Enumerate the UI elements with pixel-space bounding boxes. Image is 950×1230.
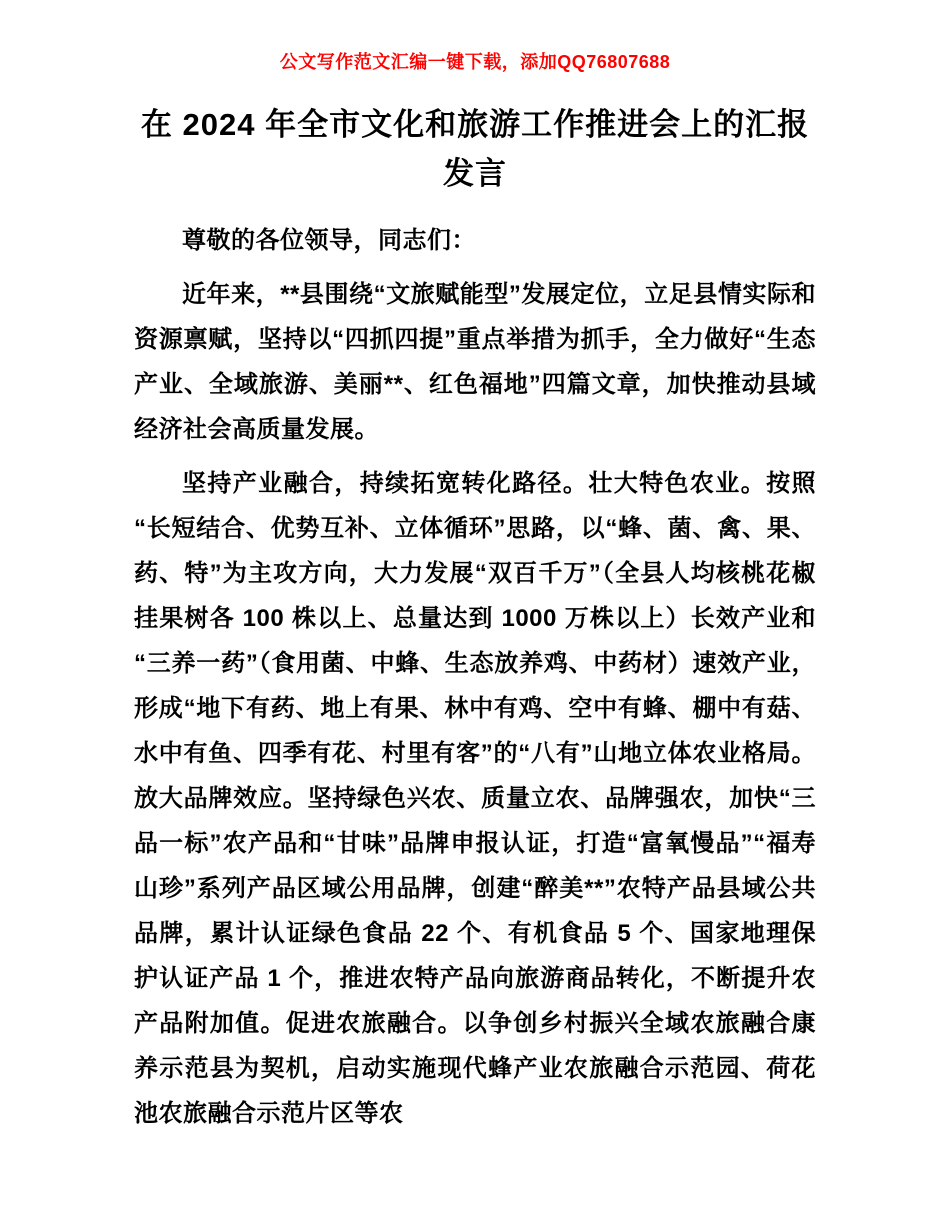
intro-paragraph: 近年来，**县围绕“文旅赋能型”发展定位，立足县情实际和资源禀赋，坚持以“四抓四提”重点举措为抓手，全力做好“生态产业、全域旅游、美丽**、红色福地”四篇文章，加快推动县域经济社会高质量发展。 [134, 281, 816, 443]
promo-notice-text: 公文写作范文汇编一键下载，添加QQ76807688 [279, 52, 671, 72]
document-title: 在 2024 年全市文化和旅游工作推进会上的汇报发言 [140, 107, 810, 191]
document-body [134, 218, 816, 1136]
main-paragraph: 坚持产业融合，持续拓宽转化路径。壮大特色农业。按照“长短结合、优势互补、立体循环”思路，以“蜂、菌、禽、果、药、特”为主攻方向，大力发展“双百千万”（全县人均核桃花椒挂果树各 100 株以上、总量达到 1000 万株以上）长效产业和“三养一药”（食用菌、中蜂、生态放养鸡、中药材）速效产业，形成“地下有药、地上有果、林中有鸡、空中有蜂、棚中有菇、水中有鱼、四季有花、村里有客”的“八有”山地立体农业格局。放大品牌效应。坚持绿色兴农、质量立农、品牌强农，加快“三品一标”农产品和“甘味”品牌申报认证，打造“富氧慢品”“福寿山珍”系列产品区域公用品牌，创建“醉美**”农特产品县域公共品牌，累计认证绿色食品 22 个、有机食品 5 个、国家地理保护认证产品 1 个，推进农特产品向旅游商品转化，不断提升农产品附加值。促进农旅融合。以争创乡村振兴全域农旅融合康养示范县为契机，启动实施现代蜂产业农旅融合示范园、荷花池农旅融合示范片区等农 [134, 470, 816, 1127]
salutation-paragraph: 尊敬的各位领导，同志们： [182, 227, 476, 254]
